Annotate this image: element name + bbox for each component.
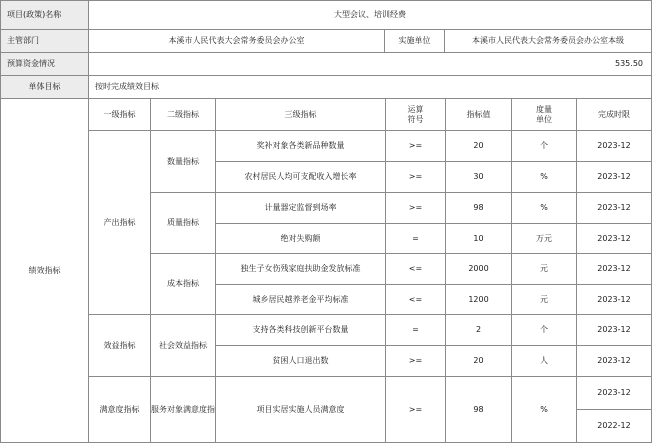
header-unit-line2: 单位 <box>536 114 552 124</box>
group-cost[interactable]: 成本指标 <box>151 254 216 315</box>
indicator-date-1[interactable]: 2023-12 <box>577 162 652 193</box>
indicator-value-4[interactable]: 2000 <box>446 254 512 285</box>
indicator-unit-4[interactable]: 元 <box>512 254 577 285</box>
indicator-unit-3[interactable]: 万元 <box>512 224 577 254</box>
indicator-value-6[interactable]: 2 <box>446 315 512 346</box>
project-name-value[interactable]: 大型会议、培训经费 <box>89 0 652 30</box>
indicator-value-1[interactable]: 30 <box>446 162 512 193</box>
indicator-unit-6[interactable]: 个 <box>512 315 577 346</box>
goal-value[interactable]: 按时完成绩效目标 <box>89 76 652 99</box>
indicator-op-8[interactable]: >= <box>386 377 446 443</box>
indicator-unit-8[interactable]: % <box>512 377 577 443</box>
indicator-op-3[interactable]: = <box>386 224 446 254</box>
indicator-op-1[interactable]: >= <box>386 162 446 193</box>
perf-label[interactable]: 绩效指标 <box>0 99 89 443</box>
indicator-date-8[interactable]: 2023-12 <box>577 377 652 410</box>
indicator-name-3[interactable]: 绝对失购额 <box>216 224 386 254</box>
indicator-date-7[interactable]: 2023-12 <box>577 346 652 377</box>
indicator-value-7[interactable]: 20 <box>446 346 512 377</box>
indicator-op-4[interactable]: <= <box>386 254 446 285</box>
dept-label[interactable]: 主管部门 <box>0 30 89 53</box>
indicator-date-0[interactable]: 2023-12 <box>577 131 652 162</box>
indicator-name-8[interactable]: 项目实居实施人员满意度 <box>216 377 386 443</box>
group-quality[interactable]: 质量指标 <box>151 193 216 254</box>
indicator-op-6[interactable]: = <box>386 315 446 346</box>
indicator-name-0[interactable]: 奖补对象各类新品种数量 <box>216 131 386 162</box>
indicator-value-5[interactable]: 1200 <box>446 285 512 315</box>
group-satisfaction[interactable]: 满意度指标 <box>89 377 151 443</box>
indicator-value-2[interactable]: 98 <box>446 193 512 224</box>
header-level1[interactable]: 一级指标 <box>89 99 151 131</box>
group-benefit[interactable]: 效益指标 <box>89 315 151 377</box>
header-operator[interactable] <box>386 99 446 131</box>
indicator-value-8[interactable]: 98 <box>446 377 512 443</box>
indicator-op-5[interactable]: <= <box>386 285 446 315</box>
indicator-op-2[interactable]: >= <box>386 193 446 224</box>
indicator-date2-8[interactable]: 2022-12 <box>577 410 652 443</box>
header-level2[interactable]: 二级指标 <box>151 99 216 131</box>
indicator-date-3[interactable]: 2023-12 <box>577 224 652 254</box>
dept-value[interactable]: 本溪市人民代表大会常务委员会办公室 <box>89 30 385 53</box>
header-unit[interactable] <box>512 99 577 131</box>
project-name-label[interactable]: 项目(政策)名称 <box>0 0 89 30</box>
indicator-op-7[interactable]: >= <box>386 346 446 377</box>
header-unit-line1: 度量 <box>536 104 552 114</box>
group-sat-obj[interactable]: 服务对象满意度指 <box>151 377 216 443</box>
indicator-name-4[interactable]: 独生子女伤残家庭扶助金发放标准 <box>216 254 386 285</box>
header-operator-line1: 运算 <box>407 104 424 114</box>
indicator-unit-7[interactable]: 人 <box>512 346 577 377</box>
indicator-unit-2[interactable]: % <box>512 193 577 224</box>
indicator-op-0[interactable]: >= <box>386 131 446 162</box>
goal-label[interactable]: 单体目标 <box>0 76 89 99</box>
indicator-name-7[interactable]: 贫困人口退出数 <box>216 346 386 377</box>
impl-label[interactable]: 实施单位 <box>385 30 445 53</box>
indicator-date-6[interactable]: 2023-12 <box>577 315 652 346</box>
indicator-unit-0[interactable]: 个 <box>512 131 577 162</box>
budget-label[interactable]: 预算资金情况 <box>0 53 89 76</box>
indicator-date-4[interactable]: 2023-12 <box>577 254 652 285</box>
indicator-name-2[interactable]: 计量器定监督到场率 <box>216 193 386 224</box>
impl-value[interactable]: 本溪市人民代表大会常务委员会办公室本级 <box>445 30 652 53</box>
indicator-date-2[interactable]: 2023-12 <box>577 193 652 224</box>
group-output[interactable]: 产出指标 <box>89 131 151 315</box>
header-level3[interactable]: 三级指标 <box>216 99 386 131</box>
budget-value[interactable]: 535.50 <box>89 53 652 76</box>
indicator-unit-5[interactable]: 元 <box>512 285 577 315</box>
header-deadline[interactable]: 完成时限 <box>577 99 652 131</box>
indicator-name-6[interactable]: 支持各类科技创新平台数量 <box>216 315 386 346</box>
indicator-name-5[interactable]: 城乡居民越养老金平均标准 <box>216 285 386 315</box>
indicator-value-3[interactable]: 10 <box>446 224 512 254</box>
group-quantity[interactable]: 数量指标 <box>151 131 216 193</box>
header-operator-line2: 符号 <box>407 114 424 124</box>
indicator-unit-1[interactable]: % <box>512 162 577 193</box>
indicator-name-1[interactable]: 农村居民人均可支配收入增长率 <box>216 162 386 193</box>
header-target[interactable]: 指标值 <box>446 99 512 131</box>
indicator-value-0[interactable]: 20 <box>446 131 512 162</box>
group-social[interactable]: 社会效益指标 <box>151 315 216 377</box>
indicator-date-5[interactable]: 2023-12 <box>577 285 652 315</box>
